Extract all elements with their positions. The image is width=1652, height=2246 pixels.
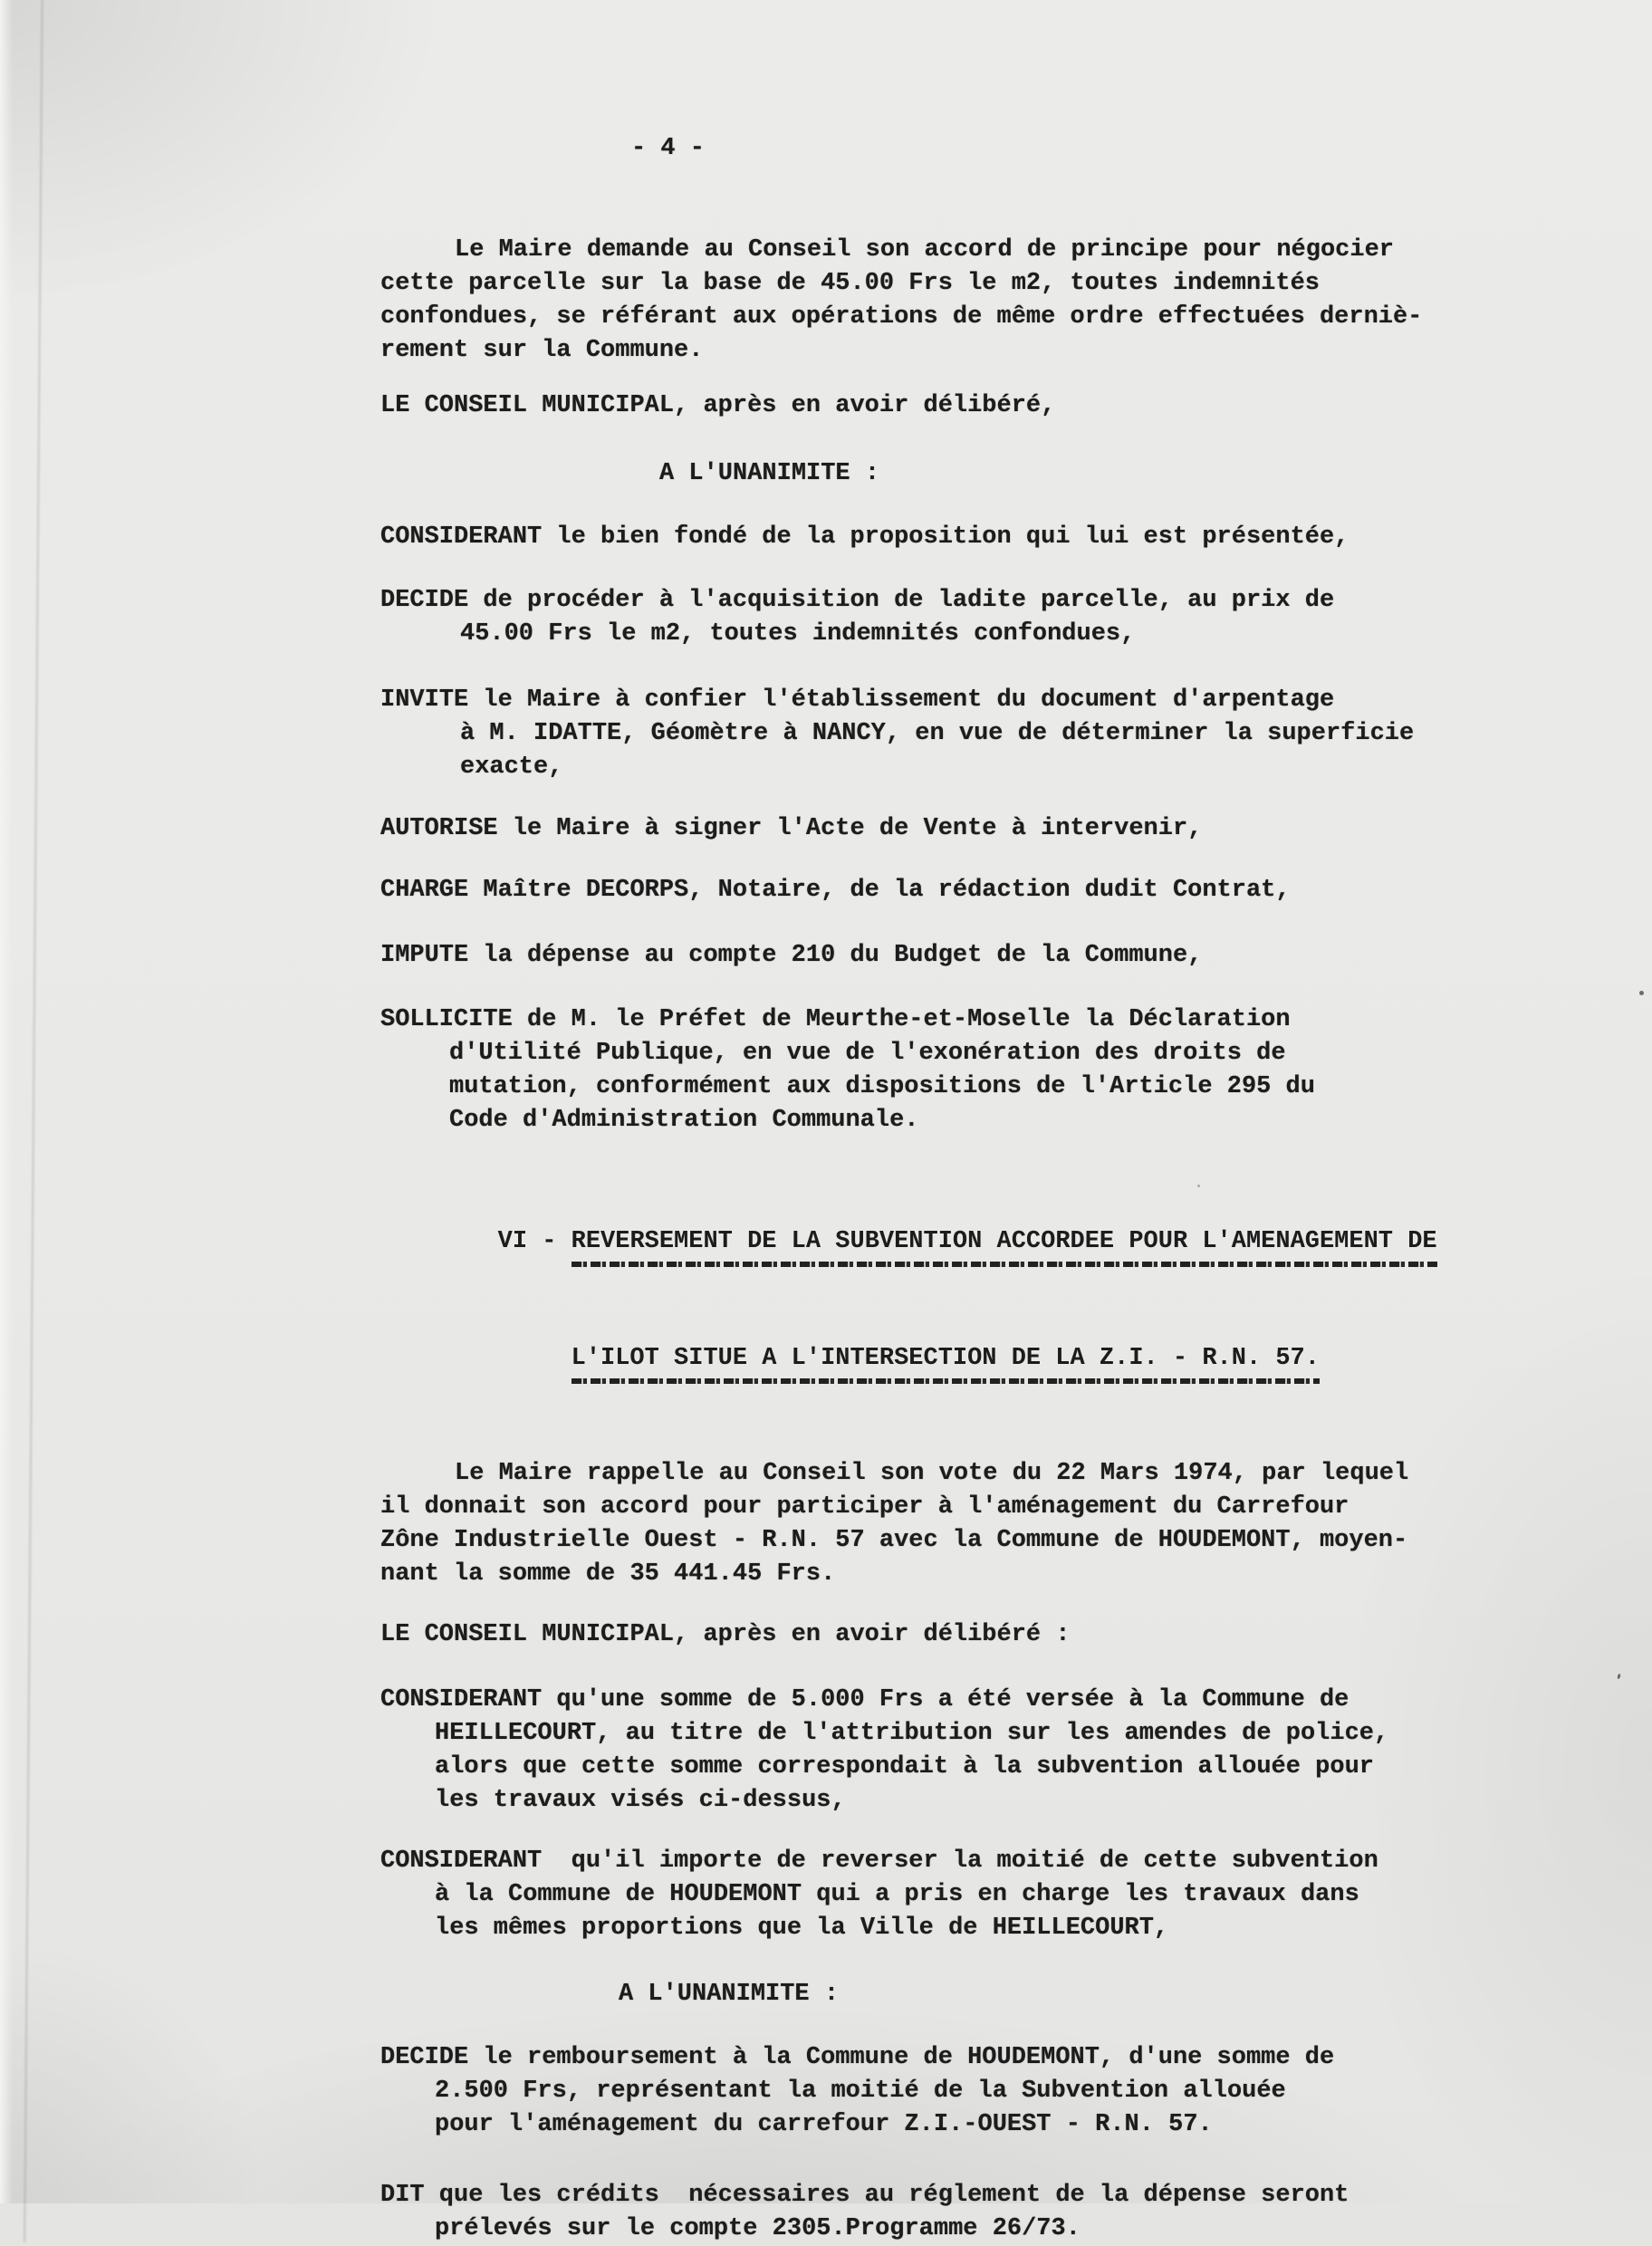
text-line: HEILLECOURT, au titre de l'attribution sur les amendes de police,	[435, 1720, 1389, 1747]
dashed-underline	[571, 1262, 1437, 1267]
text-line: INVITE le Maire à confier l'établissement du document d'arpentage	[380, 686, 1335, 714]
text-line: Zône Industrielle Ouest - R.N. 57 avec la Commune de HOUDEMONT, moyen-	[380, 1527, 1408, 1554]
paper-speck	[1617, 1674, 1620, 1680]
paper-crease-line	[24, 0, 43, 2242]
sollicite-clause	[380, 1003, 1458, 1137]
text-line: confondues, se référant aux opérations de même ordre effectuées derniè-	[380, 303, 1423, 331]
section-title-text: REVERSEMENT DE LA SUBVENTION ACCORDEE POUR L'AMENAGEMENT DE	[571, 1228, 1437, 1255]
text-line: exacte,	[460, 753, 563, 781]
text-line: cette parcelle sur la base de 45.00 Frs le m2, toutes indemnités	[380, 270, 1320, 297]
text-line: CONSIDERANT qu'une somme de 5.000 Frs a été versée à la Commune de	[380, 1686, 1349, 1713]
text-line: DECIDE le remboursement à la Commune de HOUDEMONT, d'une somme de	[380, 2044, 1335, 2071]
section-title-text: L'ILOT SITUE A L'INTERSECTION DE LA Z.I. - R.N. 57.	[571, 1345, 1320, 1372]
text-line: Le Maire rappelle au Conseil son vote du 22 Mars 1974, par lequel	[455, 1460, 1409, 1487]
paper-speck	[1639, 991, 1644, 995]
text-line: 2.500 Frs, représentant la moitié de la Subvention allouée	[435, 2078, 1286, 2105]
text-line: à M. IDATTE, Géomètre à NANCY, en vue de déterminer la superficie	[460, 720, 1415, 747]
considerant-clause	[380, 1845, 1458, 1945]
text-line: CONSIDERANT qu'il importe de reverser la moitié de cette subvention	[380, 1848, 1378, 1875]
section-numeral: VI -	[497, 1228, 571, 1255]
page-number: - 4 -	[631, 135, 706, 162]
text-line: Le Maire demande au Conseil son accord de principe pour négocier	[455, 236, 1394, 264]
text-line: les mêmes proportions que la Ville de HEILLECOURT,	[435, 1915, 1169, 1942]
text-line: SOLLICITE de M. le Préfet de Meurthe-et-Moselle la Déclaration	[380, 1006, 1291, 1033]
paragraph-intro	[380, 234, 1458, 368]
autorise-clause: AUTORISE le Maire à signer l'Acte de Vente à intervenir,	[380, 815, 1203, 842]
council-deliberation-line: LE CONSEIL MUNICIPAL, après en avoir délibéré,	[380, 392, 1056, 419]
text-line: DECIDE de procéder à l'acquisition de ladite parcelle, au prix de	[380, 587, 1335, 614]
text-line: à la Commune de HOUDEMONT qui a pris en charge les travaux dans	[435, 1881, 1359, 1908]
considerant-clause	[380, 1684, 1458, 1818]
text-line: pour l'aménagement du carrefour Z.I.-OUEST - R.N. 57.	[435, 2111, 1213, 2138]
text-line: il donnait son accord pour participer à l'aménagement du Carrefour	[380, 1493, 1349, 1521]
section-title-line	[380, 1192, 1458, 1301]
decide-clause	[380, 584, 1458, 651]
paper-left-edge	[0, 0, 13, 2203]
considerant-clause: CONSIDERANT le bien fondé de la proposition qui lui est présentée,	[380, 523, 1349, 551]
impute-clause: IMPUTE la dépense au compte 210 du Budget de la Commune,	[380, 942, 1203, 969]
document-body	[380, 217, 1458, 2246]
text-line: mutation, conformément aux dispositions de l'Article 295 du	[449, 1073, 1315, 1100]
text-line: prélevés sur le compte 2305.Programme 26/73.	[435, 2215, 1081, 2242]
text-line: les travaux visés ci-dessus,	[435, 1787, 846, 1814]
text-line: alors que cette somme correspondait à la subvention allouée pour	[435, 1753, 1374, 1780]
section-title-line	[454, 1309, 1458, 1417]
text-line: d'Utilité Publique, en vue de l'exonération des droits de	[449, 1040, 1286, 1067]
dashed-underline	[571, 1378, 1320, 1384]
dit-clause	[380, 2179, 1458, 2246]
council-deliberation-line: LE CONSEIL MUNICIPAL, après en avoir délibéré :	[380, 1621, 1071, 1648]
text-line: nant la somme de 35 441.45 Frs.	[380, 1560, 836, 1588]
unanimity-line: A L'UNANIMITE :	[659, 460, 880, 487]
charge-clause: CHARGE Maître DECORPS, Notaire, de la rédaction dudit Contrat,	[380, 877, 1291, 904]
section-vi-heading	[380, 1192, 1458, 1417]
unanimity-line: A L'UNANIMITE :	[619, 1981, 840, 2008]
decide-clause	[380, 2041, 1458, 2142]
text-line: rement sur la Commune.	[380, 337, 704, 364]
text-line: Code d'Administration Communale.	[449, 1107, 919, 1134]
paragraph-recall	[380, 1457, 1458, 1591]
text-line: DIT que les crédits nécessaires au réglement de la dépense seront	[380, 2182, 1349, 2209]
invite-clause	[380, 684, 1458, 784]
text-line: 45.00 Frs le m2, toutes indemnités confondues,	[460, 620, 1136, 648]
